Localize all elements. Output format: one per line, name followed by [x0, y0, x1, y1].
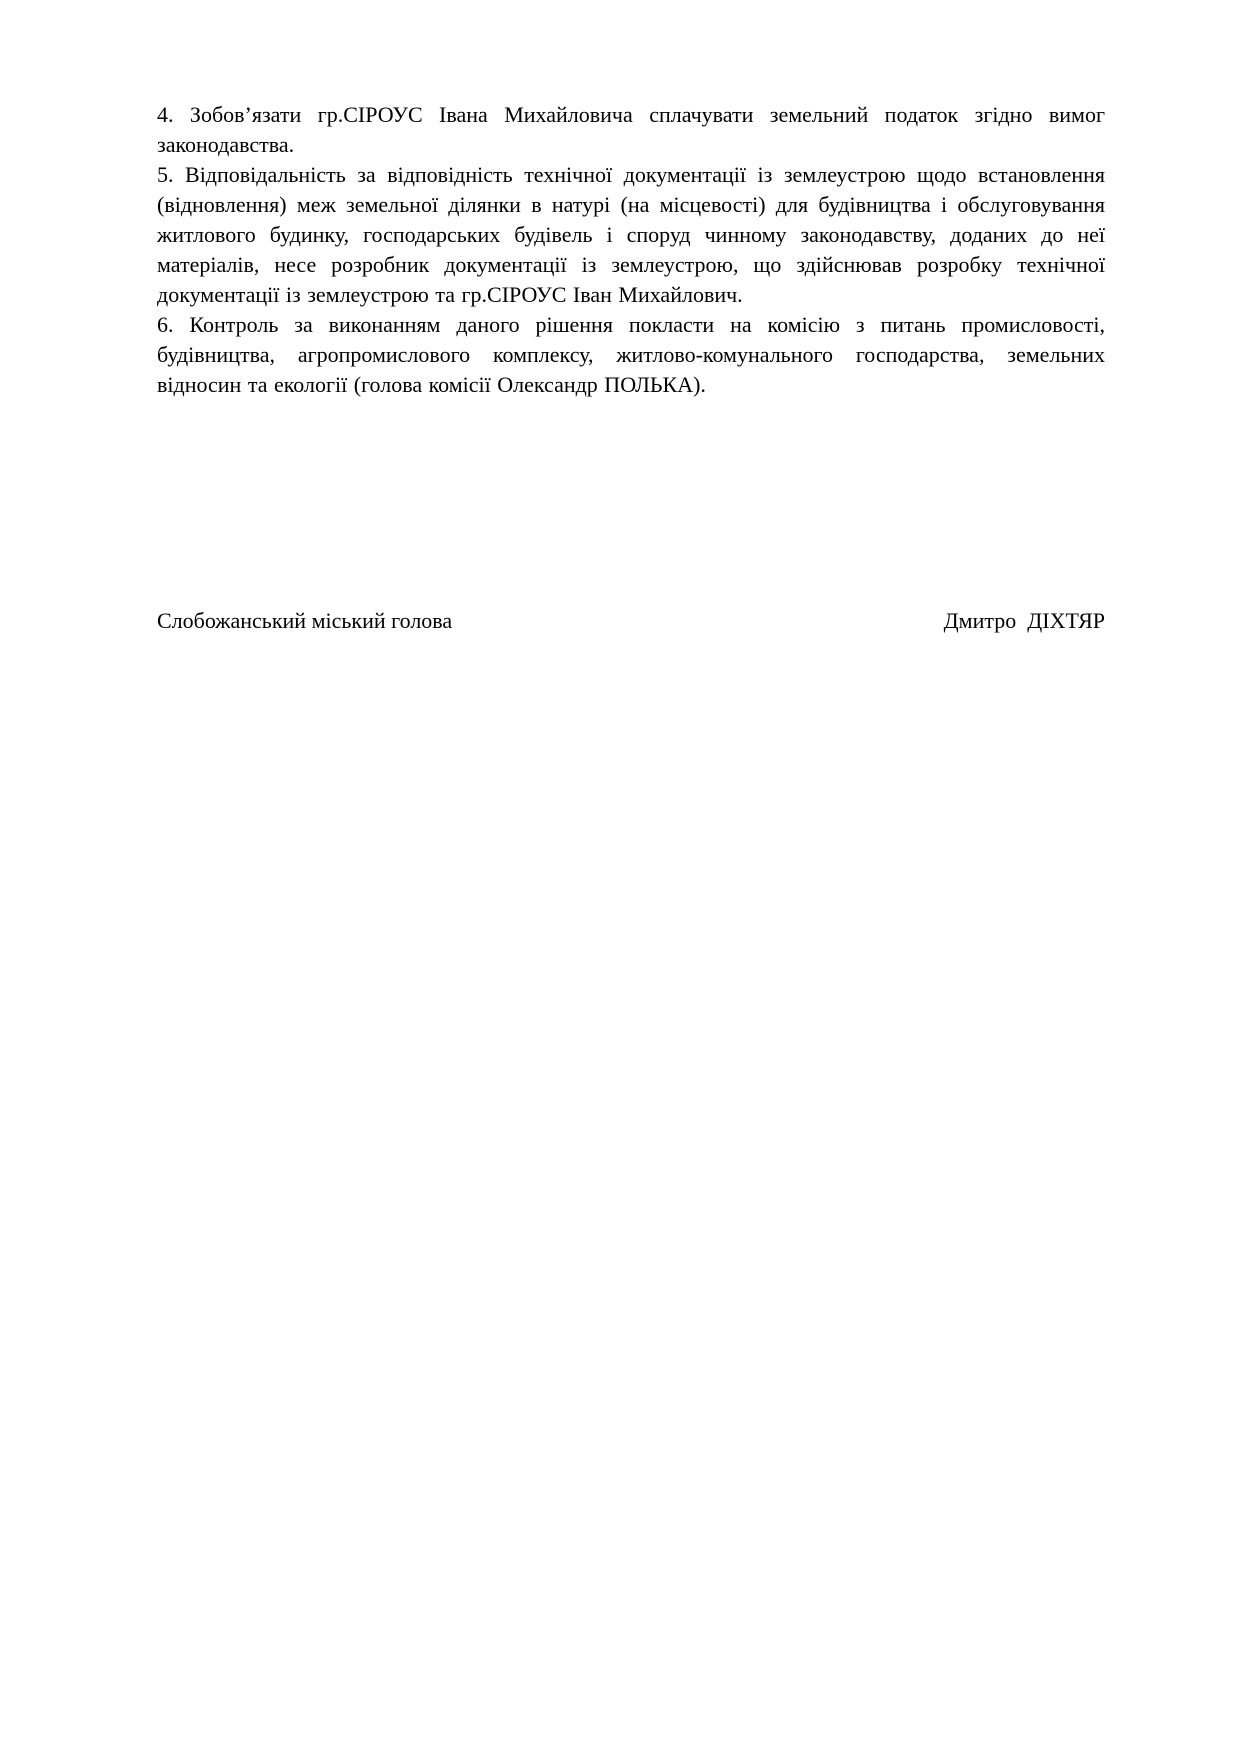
signature-name: Дмитро ДІХТЯР	[943, 608, 1105, 633]
clause-6: 6. Контроль за виконанням даного рішення покласти на комісію з питань промисловості, будівництва, агропромислового комплексу, житлово-комунального господарства, земельних відносин та екології (голова комісії Олександр ПОЛЬКА).	[157, 312, 1105, 397]
signature-title: Слобожанський міський голова	[157, 608, 453, 633]
resolution-clauses	[157, 100, 1105, 400]
signature-block	[157, 606, 1105, 636]
clause-5: 5. Відповідальність за відповідність технічної документації із землеустрою щодо встановлення (відновлення) меж земельної ділянки в натурі (на місцевості) для будівництва і обслуговування житлового будинку, господарських будівель і споруд чинному законодавству, доданих до неї матеріалів, несе розробник документації із землеустрою, що здійснював розробку технічної документації із землеустрою та гр.СІРОУС Іван Михайлович.	[157, 162, 1105, 307]
clause-4: 4. Зобов’язати гр.СІРОУС Івана Михайловича сплачувати земельний податок згідно вимог законодавства.	[157, 102, 1105, 157]
